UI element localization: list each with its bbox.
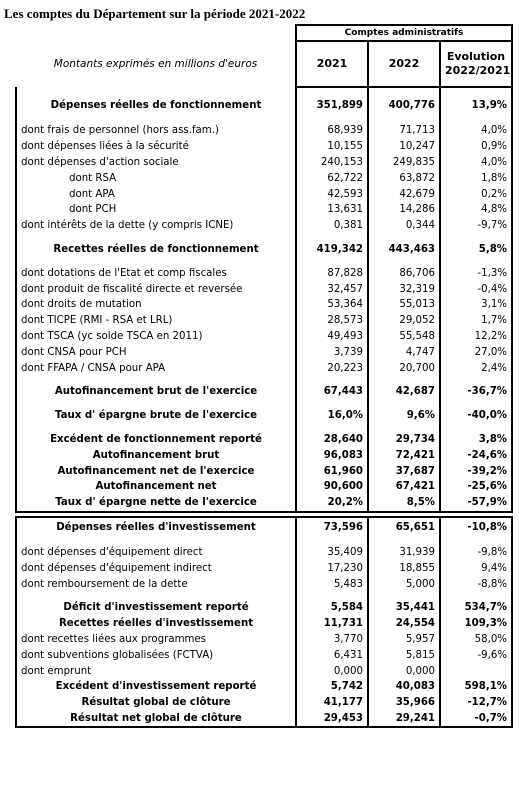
value-2021: 5,584: [296, 600, 368, 616]
col-header-evolution: [440, 41, 512, 87]
table-row: [16, 560, 512, 576]
table-row: [16, 170, 512, 186]
row-label: Excédent d'investissement reporté: [16, 679, 296, 695]
table-row: [16, 265, 512, 281]
value-2022: 0,000: [368, 663, 440, 679]
col-header-evolution-line1: Evolution: [446, 50, 506, 63]
value-evolution: 4,0%: [440, 155, 512, 171]
value-evolution: 5,8%: [440, 242, 512, 258]
row-label: Résultat net global de clôture: [16, 711, 296, 728]
value-2021: 61,960: [296, 463, 368, 479]
value-evolution: -40,0%: [440, 408, 512, 424]
table-row: [16, 155, 512, 171]
value-evolution: 0,9%: [440, 139, 512, 155]
value-2022: 72,421: [368, 447, 440, 463]
table-row: [16, 297, 512, 313]
value-evolution: -0,4%: [440, 281, 512, 297]
value-2021: 62,722: [296, 170, 368, 186]
table-row: [16, 463, 512, 479]
row-label: Autofinancement net de l'exercice: [16, 463, 296, 479]
table-row: [16, 186, 512, 202]
row-label: Taux d' épargne nette de l'exercice: [16, 495, 296, 512]
header-group-label: Comptes administratifs: [296, 25, 512, 41]
value-2021: 68,939: [296, 123, 368, 139]
value-evolution: -9,6%: [440, 647, 512, 663]
row-label: Taux d' épargne brute de l'exercice: [16, 408, 296, 424]
col-header-evolution-line2: 2022/2021: [445, 64, 511, 77]
value-2021: 87,828: [296, 265, 368, 281]
value-2022: 32,319: [368, 281, 440, 297]
col-header-2021: 2021: [296, 41, 368, 87]
row-label: dont PCH: [16, 202, 296, 218]
value-2022: 71,713: [368, 123, 440, 139]
row-label: Dépenses réelles de fonctionnement: [16, 96, 296, 115]
units-label: Montants exprimés en millions d'euros: [53, 58, 258, 70]
table-row: [16, 202, 512, 218]
table-row: [16, 281, 512, 297]
table-row: [16, 329, 512, 345]
value-2021: 5,483: [296, 576, 368, 592]
value-2021: 49,493: [296, 329, 368, 345]
spacer-row: [16, 234, 512, 242]
value-2022: 5,000: [368, 576, 440, 592]
value-2021: 6,431: [296, 647, 368, 663]
value-evolution: 58,0%: [440, 632, 512, 648]
value-2021: 20,2%: [296, 495, 368, 512]
value-2021: 0,000: [296, 663, 368, 679]
row-label: dont RSA: [16, 170, 296, 186]
value-2022: 63,872: [368, 170, 440, 186]
value-evolution: 1,8%: [440, 170, 512, 186]
row-label: dont droits de mutation: [16, 297, 296, 313]
value-evolution: -1,3%: [440, 265, 512, 281]
value-2022: 67,421: [368, 479, 440, 495]
table-row: [16, 313, 512, 329]
table-row: [16, 632, 512, 648]
value-2021: 28,640: [296, 432, 368, 448]
value-evolution: 9,4%: [440, 560, 512, 576]
value-2022: 31,939: [368, 545, 440, 561]
value-2021: 419,342: [296, 242, 368, 258]
table-row: [16, 479, 512, 495]
value-2022: 443,463: [368, 242, 440, 258]
table-row: [16, 695, 512, 711]
row-label: Recettes réelles d'investissement: [16, 616, 296, 632]
row-label: dont remboursement de la dette: [16, 576, 296, 592]
value-2022: 14,286: [368, 202, 440, 218]
value-2022: 29,241: [368, 711, 440, 728]
row-label: dont dépenses d'équipement indirect: [16, 560, 296, 576]
value-2022: 10,247: [368, 139, 440, 155]
value-2022: 9,6%: [368, 408, 440, 424]
row-label: dont frais de personnel (hors ass.fam.): [16, 123, 296, 139]
value-evolution: -9,8%: [440, 545, 512, 561]
row-label: dont CNSA pour PCH: [16, 344, 296, 360]
value-evolution: -57,9%: [440, 495, 512, 512]
spacer-row: [16, 87, 512, 96]
table-row: [16, 344, 512, 360]
value-evolution: -8,8%: [440, 576, 512, 592]
page-title: Les comptes du Département sur la période 2021-2022: [4, 6, 306, 21]
spacer-row: [16, 400, 512, 408]
table-row: [16, 384, 512, 400]
row-label: dont TSCA (yc solde TSCA en 2011): [16, 329, 296, 345]
row-label: Résultat global de clôture: [16, 695, 296, 711]
value-2021: 29,453: [296, 711, 368, 728]
row-label: Dépenses réelles d'investissement: [16, 517, 296, 537]
value-2022: 400,776: [368, 96, 440, 115]
table-row: [16, 663, 512, 679]
row-label: Autofinancement net: [16, 479, 296, 495]
value-2022: 8,5%: [368, 495, 440, 512]
table-row: [16, 96, 512, 115]
accounts-table: [15, 24, 513, 728]
row-label: dont dépenses liées à la sécurité: [16, 139, 296, 155]
value-2022: 5,815: [368, 647, 440, 663]
value-evolution: [440, 663, 512, 679]
value-2022: 5,957: [368, 632, 440, 648]
value-2022: 40,083: [368, 679, 440, 695]
value-evolution: -0,7%: [440, 711, 512, 728]
value-evolution: -36,7%: [440, 384, 512, 400]
value-2021: 351,899: [296, 96, 368, 115]
value-2022: 29,734: [368, 432, 440, 448]
spacer-row: [16, 537, 512, 545]
table-row: [16, 545, 512, 561]
value-evolution: 27,0%: [440, 344, 512, 360]
table-row: [16, 408, 512, 424]
value-evolution: 4,8%: [440, 202, 512, 218]
value-2021: 32,457: [296, 281, 368, 297]
value-2022: 4,747: [368, 344, 440, 360]
value-2022: 37,687: [368, 463, 440, 479]
row-label: dont emprunt: [16, 663, 296, 679]
value-evolution: 598,1%: [440, 679, 512, 695]
table-row: [16, 495, 512, 512]
value-2022: 86,706: [368, 265, 440, 281]
value-evolution: 3,1%: [440, 297, 512, 313]
value-2021: 17,230: [296, 560, 368, 576]
table-row: [16, 600, 512, 616]
value-2021: 13,631: [296, 202, 368, 218]
value-evolution: 0,2%: [440, 186, 512, 202]
value-2021: 53,364: [296, 297, 368, 313]
table-row: [16, 139, 512, 155]
spacer-row: [16, 115, 512, 123]
row-label: Excédent de fonctionnement reporté: [16, 432, 296, 448]
value-2021: 3,770: [296, 632, 368, 648]
value-2021: 11,731: [296, 616, 368, 632]
value-2021: 28,573: [296, 313, 368, 329]
table-row: [16, 647, 512, 663]
row-label: dont intérêts de la dette (y compris ICNE): [16, 218, 296, 234]
row-label: Déficit d'investissement reporté: [16, 600, 296, 616]
row-label: dont dotations de l'Etat et comp fiscales: [16, 265, 296, 281]
row-label: dont subventions globalisées (FCTVA): [16, 647, 296, 663]
value-evolution: -25,6%: [440, 479, 512, 495]
value-2021: 35,409: [296, 545, 368, 561]
value-2021: 41,177: [296, 695, 368, 711]
value-2022: 55,013: [368, 297, 440, 313]
value-evolution: -12,7%: [440, 695, 512, 711]
table-row: [16, 242, 512, 258]
row-label: Autofinancement brut de l'exercice: [16, 384, 296, 400]
value-evolution: -39,2%: [440, 463, 512, 479]
value-evolution: 1,7%: [440, 313, 512, 329]
value-2022: 65,651: [368, 517, 440, 537]
table-row: [16, 576, 512, 592]
value-evolution: 13,9%: [440, 96, 512, 115]
col-header-2022: 2022: [368, 41, 440, 87]
spacer-row: [16, 376, 512, 384]
value-evolution: 4,0%: [440, 123, 512, 139]
value-2021: 73,596: [296, 517, 368, 537]
value-evolution: -10,8%: [440, 517, 512, 537]
row-label: dont recettes liées aux programmes: [16, 632, 296, 648]
row-label: Autofinancement brut: [16, 447, 296, 463]
value-2021: 90,600: [296, 479, 368, 495]
value-2021: 42,593: [296, 186, 368, 202]
value-2021: 5,742: [296, 679, 368, 695]
row-label: dont dépenses d'action sociale: [16, 155, 296, 171]
value-evolution: -9,7%: [440, 218, 512, 234]
row-label: dont FFAPA / CNSA pour APA: [16, 360, 296, 376]
value-2022: 29,052: [368, 313, 440, 329]
table-row: [16, 679, 512, 695]
table-row: [16, 218, 512, 234]
value-2022: 35,966: [368, 695, 440, 711]
value-2021: 0,381: [296, 218, 368, 234]
table-row: [16, 447, 512, 463]
header-columns-row: [16, 41, 512, 87]
table-row: [16, 711, 512, 728]
value-2022: 24,554: [368, 616, 440, 632]
value-2022: 42,687: [368, 384, 440, 400]
value-evolution: 534,7%: [440, 600, 512, 616]
spacer-row: [16, 592, 512, 600]
value-2021: 10,155: [296, 139, 368, 155]
value-2021: 20,223: [296, 360, 368, 376]
row-label: dont TICPE (RMI - RSA et LRL): [16, 313, 296, 329]
table-row: [16, 517, 512, 537]
value-2022: 249,835: [368, 155, 440, 171]
table-row: [16, 432, 512, 448]
value-2021: 96,083: [296, 447, 368, 463]
value-evolution: 12,2%: [440, 329, 512, 345]
row-label: dont APA: [16, 186, 296, 202]
value-2021: 67,443: [296, 384, 368, 400]
table-row: [16, 616, 512, 632]
header-group-row: [16, 25, 512, 41]
value-2021: 3,739: [296, 344, 368, 360]
value-2022: 18,855: [368, 560, 440, 576]
row-label: dont produit de fiscalité directe et reversée: [16, 281, 296, 297]
value-2021: 16,0%: [296, 408, 368, 424]
value-evolution: -24,6%: [440, 447, 512, 463]
spacer-row: [16, 257, 512, 265]
row-label: dont dépenses d'équipement direct: [16, 545, 296, 561]
value-evolution: 109,3%: [440, 616, 512, 632]
table-row: [16, 123, 512, 139]
value-evolution: 3,8%: [440, 432, 512, 448]
row-label: Recettes réelles de fonctionnement: [16, 242, 296, 258]
value-2022: 42,679: [368, 186, 440, 202]
value-2022: 20,700: [368, 360, 440, 376]
table-row: [16, 360, 512, 376]
value-evolution: 2,4%: [440, 360, 512, 376]
value-2022: 55,548: [368, 329, 440, 345]
spacer-row: [16, 424, 512, 432]
value-2022: 35,441: [368, 600, 440, 616]
value-2022: 0,344: [368, 218, 440, 234]
value-2021: 240,153: [296, 155, 368, 171]
